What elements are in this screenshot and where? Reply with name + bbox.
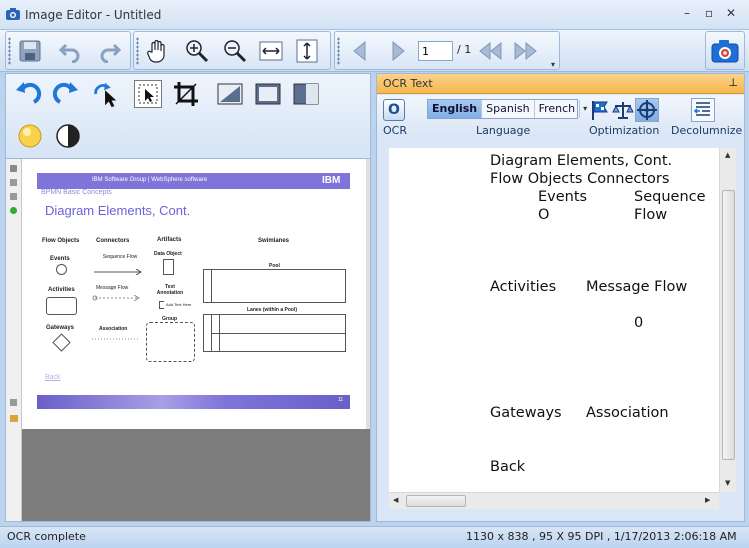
title-bar [0,0,749,30]
save-icon[interactable] [15,36,45,66]
label-gateways: Gateways [46,325,75,331]
page-total: / 1 [457,43,472,56]
rotate-left-icon[interactable] [14,80,42,108]
ocr-line: Association [586,405,669,421]
undo-icon[interactable] [55,36,85,66]
ocr-line: Back [490,459,526,475]
image-viewer [6,159,370,521]
ibm-logo: IBM [322,175,341,186]
annotation-bracket [159,301,164,309]
crop-icon[interactable] [172,80,200,108]
ocr-ribbon [377,95,744,139]
image-tools-toolbar [6,74,370,159]
label-activities: Activities [48,287,75,293]
next-page-icon[interactable] [383,36,413,66]
ocr-scroll-thumb[interactable] [722,190,735,460]
ocr-line: Flow Objects Connectors [490,171,670,187]
slide-header-text: IBM Software Group | WebSphere software [92,177,208,183]
ocr-vertical-scrollbar[interactable]: ▲ ▼ [719,148,736,492]
optimization-group [587,98,659,122]
ocr-line: Diagram Elements, Cont. [490,153,673,169]
language-group-label: Language [476,124,531,137]
minimize-icon[interactable]: – [684,6,690,20]
label-group: Group [162,316,177,322]
status-bar [0,526,749,548]
fit-width-icon[interactable] [256,36,286,66]
optimization-label: Optimization [589,124,660,137]
lanes-shape [203,314,346,352]
slide-page-number: 11 [338,397,344,403]
capture-group [705,31,745,70]
ocr-panel-header [377,74,744,94]
col-artifacts: Artifacts [157,237,182,243]
ocr-line: O [538,207,550,223]
target-icon [636,99,658,121]
navigation-toolbar-group [334,31,560,70]
ocr-text-area[interactable] [389,148,719,492]
contrast-icon[interactable] [54,122,82,150]
camera-app-icon [6,8,20,20]
ocr-text-panel [376,73,745,522]
last-page-icon[interactable] [511,36,541,66]
decolumnize-label: Decolumnize [671,124,743,137]
ocr-hscroll-thumb[interactable] [406,495,466,507]
zoom-out-icon[interactable] [220,36,250,66]
document-page [22,159,370,429]
ocr-panel-title: OCR Text [383,77,433,90]
image-editor-panel [5,73,371,522]
target-icon-button[interactable] [635,98,659,122]
ocr-line: Flow [634,207,668,223]
gradient-dark-icon[interactable] [216,80,244,108]
brightness-icon[interactable] [16,122,44,150]
association-line [92,337,142,341]
label-association: Association [99,326,128,332]
slide-breadcrumb: BPMN Basic Concepts [41,189,112,196]
label-message-flow: Message Flow [96,285,129,291]
col-swimlanes: Swimlanes [258,238,290,244]
label-events: Events [50,256,70,262]
edit-toolbar-group [5,31,131,70]
gradient-half-icon[interactable] [292,80,320,108]
status-image-info: 1130 x 838 , 95 X 95 DPI , 1/17/2013 2:06:18 AM [466,530,737,543]
rotate-right-icon[interactable] [52,80,80,108]
language-selector [427,99,588,119]
page-number-input[interactable] [418,41,453,61]
select-area-icon[interactable] [134,80,162,108]
language-french[interactable]: French [535,100,581,118]
language-spanish[interactable]: Spanish [482,100,534,118]
label-add-text: Add Text Here [166,302,192,307]
event-shape [56,264,67,275]
first-page-icon[interactable] [475,36,505,66]
status-message: OCR complete [7,530,86,543]
pool-shape [203,269,346,303]
zoom-in-icon[interactable] [182,36,212,66]
pan-hand-icon[interactable] [143,36,173,66]
close-icon[interactable]: ✕ [725,6,737,20]
camera-capture-icon[interactable] [710,36,740,66]
ocr-line: Events [538,189,588,205]
ocr-run-icon[interactable]: O [383,99,405,121]
label-lanes: Lanes (within a Pool) [247,307,298,313]
label-text-annotation: Text Annotation [156,284,184,296]
view-toolbar-group [133,31,331,70]
previous-page-icon[interactable] [345,36,375,66]
ocr-line: Activities [490,279,557,295]
window-title: Image Editor - Untitled [25,8,162,22]
toolbar-overflow-icon[interactable]: ▾ [551,60,556,69]
maximize-icon[interactable]: ▫ [704,6,714,20]
viewer-scrollbar[interactable] [366,159,370,429]
ocr-line: 0 [634,315,644,331]
col-flow-objects: Flow Objects [42,238,80,244]
group-shape [146,322,195,362]
label-pool: Pool [269,263,280,269]
ocr-label: OCR [383,124,407,137]
activity-shape [46,297,77,315]
language-english[interactable]: English [428,100,482,118]
main-toolbar [0,30,749,72]
pin-icon[interactable]: ⊥ [728,76,738,89]
label-data-object: Data Object [154,251,182,257]
fit-height-icon[interactable] [292,36,322,66]
decolumnize-icon[interactable] [691,98,715,122]
label-sequence-flow: Sequence Flow [102,254,138,260]
ocr-line: Message Flow [586,279,688,295]
data-object-shape [163,259,174,275]
slide-title: Diagram Elements, Cont. [45,203,191,218]
slide-footer-bar [37,395,350,409]
language-dropdown-icon[interactable]: ▾ [583,104,588,113]
ocr-horizontal-scrollbar[interactable]: ◀ ▶ [389,492,719,509]
balance-scale-icon[interactable] [612,99,634,121]
rotate-select-icon[interactable] [92,80,120,108]
redo-icon[interactable] [95,36,125,66]
slide-back-link[interactable]: Back [45,374,61,381]
gradient-light-icon[interactable] [254,80,282,108]
col-connectors: Connectors [96,238,130,244]
ocr-line: Gateways [490,405,562,421]
gateway-shape [52,333,70,351]
viewer-side-strip [6,159,22,521]
ocr-line: Sequence [634,189,706,205]
sequence-flow-arrow [94,269,144,275]
flag-icon[interactable] [589,99,611,121]
message-flow-arrow [92,295,142,301]
